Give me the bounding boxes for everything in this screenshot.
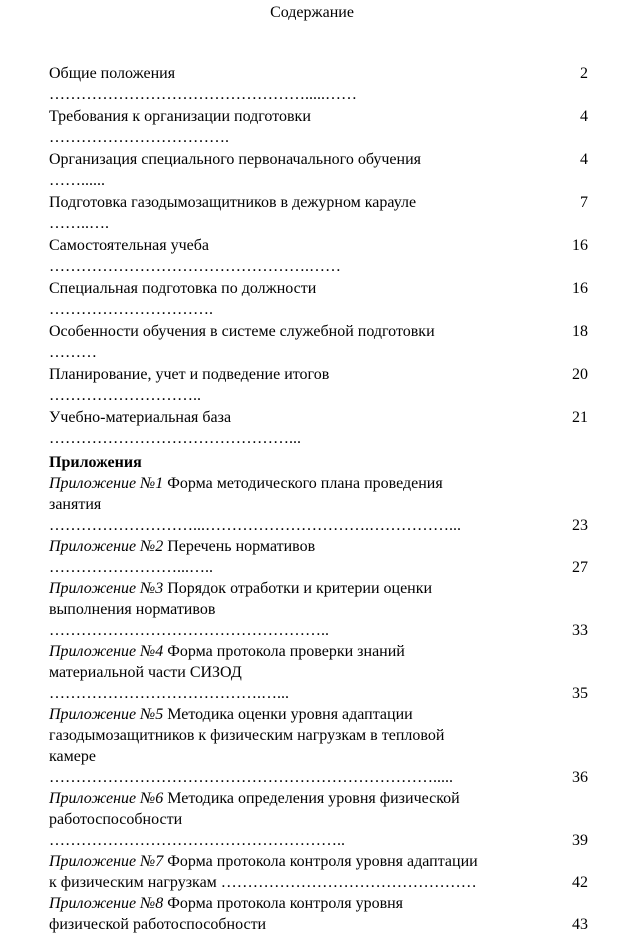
toc-entry — [49, 192, 594, 235]
toc-entry — [49, 407, 594, 450]
toc-entry-text: Требования к организации подготовки — [49, 108, 311, 125]
appendix-label: Приложение №7 — [49, 853, 164, 870]
appendix-page: 23 — [572, 517, 588, 534]
appendix-dots: ………………………...………………………….……………... — [49, 517, 461, 534]
appendix-dots: ……………………...….. — [49, 559, 213, 576]
toc-entry-page: 18 — [572, 323, 588, 340]
appendix-label: Приложение №3 — [49, 580, 164, 597]
appendix-dots: ……………………………………………….. — [49, 832, 345, 849]
toc-entry — [49, 106, 594, 149]
appendix-title-line: Перечень нормативов — [163, 538, 316, 555]
appendix-title-line: Методика оценки уровня адаптации — [163, 706, 413, 723]
toc-entry — [49, 278, 594, 321]
appendix-title-line: камере — [49, 748, 96, 765]
table-of-contents — [49, 63, 594, 935]
toc-entry-text: Организация специального первоначального обучения — [49, 151, 421, 168]
appendix-title-line: Форма методического плана проведения — [163, 475, 443, 492]
appendix-title-line: к физическим нагрузкам ………………………………………… — [49, 874, 477, 891]
appendix-title-line: занятия — [49, 496, 102, 513]
toc-entry-page: 20 — [572, 366, 588, 383]
toc-entry-dots: ……… — [49, 344, 97, 361]
toc-entry-dots: ………………………………………….…… — [49, 258, 341, 275]
page-title: Содержание — [270, 4, 354, 21]
appendix-title-line: Порядок отработки и критерии оценки — [163, 580, 433, 597]
appendix-entry — [49, 578, 594, 641]
toc-entry-dots: ……………………………. — [49, 129, 229, 146]
toc-entry — [49, 149, 594, 192]
appendix-page: 27 — [572, 559, 588, 576]
appendix-page: 35 — [572, 685, 588, 702]
appendix-title-line: материальной части СИЗОД — [49, 664, 242, 681]
appendix-page: 36 — [572, 769, 588, 786]
appendix-entry — [49, 641, 594, 704]
appendix-title-line: выполнения нормативов — [49, 601, 216, 618]
toc-entry-dots: ………………………………………... — [49, 430, 301, 447]
appendix-label: Приложение №1 — [49, 475, 164, 492]
appendix-entry — [49, 893, 594, 935]
appendix-label: Приложение №6 — [49, 790, 164, 807]
toc-entry-page: 7 — [580, 194, 588, 211]
toc-entry-text: Самостоятельная учеба — [49, 237, 210, 254]
toc-entry-page: 2 — [580, 65, 588, 82]
appendix-label: Приложение №2 — [49, 538, 164, 555]
toc-entry-page: 21 — [572, 409, 588, 426]
toc-entry-dots: ………………………………………….....…… — [49, 86, 357, 103]
toc-entry-page: 16 — [572, 280, 588, 297]
appendix-dots: ………………………………….…... — [49, 685, 289, 702]
toc-entry — [49, 364, 594, 407]
appendix-label: Приложение №8 — [49, 895, 164, 912]
appendix-entry — [49, 704, 594, 788]
appendix-title-line: работоспособности — [49, 811, 183, 828]
appendix-title-line: физической работоспособности — [49, 916, 267, 933]
appendix-title-line: Форма протокола проверки знаний — [163, 643, 405, 660]
appendix-entry — [49, 536, 594, 578]
appendix-entry — [49, 473, 594, 536]
appendix-page: 33 — [572, 622, 588, 639]
toc-entry-text: Подготовка газодымозащитников в дежурном карауле — [49, 194, 417, 211]
toc-entry-dots: ……...... — [49, 172, 105, 189]
toc-entry-text: Планирование, учет и подведение итогов — [49, 366, 330, 383]
toc-entry-text: Особенности обучения в системе служебной подготовки — [49, 323, 435, 340]
toc-entry-dots: ……………………….. — [49, 387, 201, 404]
toc-entry-page: 4 — [580, 108, 588, 125]
toc-entry-dots: ……..…. — [49, 215, 109, 232]
toc-entry-dots: …………………………. — [49, 301, 213, 318]
toc-entry — [49, 235, 594, 278]
toc-entry — [49, 63, 594, 106]
toc-entry-page: 4 — [580, 151, 588, 168]
appendix-label: Приложение №5 — [49, 706, 164, 723]
toc-entry-page: 16 — [572, 237, 588, 254]
toc-entry-text: Специальная подготовка по должности — [49, 280, 317, 297]
toc-entry — [49, 321, 594, 364]
appendix-label: Приложение №4 — [49, 643, 164, 660]
appendix-title-line: газодымозащитников к физическим нагрузкам в тепловой — [49, 727, 445, 744]
appendix-title-line: Методика определения уровня физической — [163, 790, 460, 807]
appendix-dots: ………………………………………………………………..... — [49, 769, 453, 786]
appendix-page: 43 — [572, 916, 588, 933]
appendix-entry — [49, 851, 594, 893]
appendix-dots: …………………………………………….. — [49, 622, 329, 639]
appendix-title-line: Форма протокола контроля уровня — [163, 895, 404, 912]
appendix-page: 42 — [572, 874, 588, 891]
toc-entry-text: Учебно-материальная база — [49, 409, 232, 426]
toc-entry-text: Общие положения — [49, 65, 176, 82]
appendix-entry — [49, 788, 594, 851]
appendix-page: 39 — [572, 832, 588, 849]
appendix-title-line: Форма протокола контроля уровня адаптации — [163, 853, 478, 870]
appendix-section-title: Приложения — [49, 454, 142, 471]
